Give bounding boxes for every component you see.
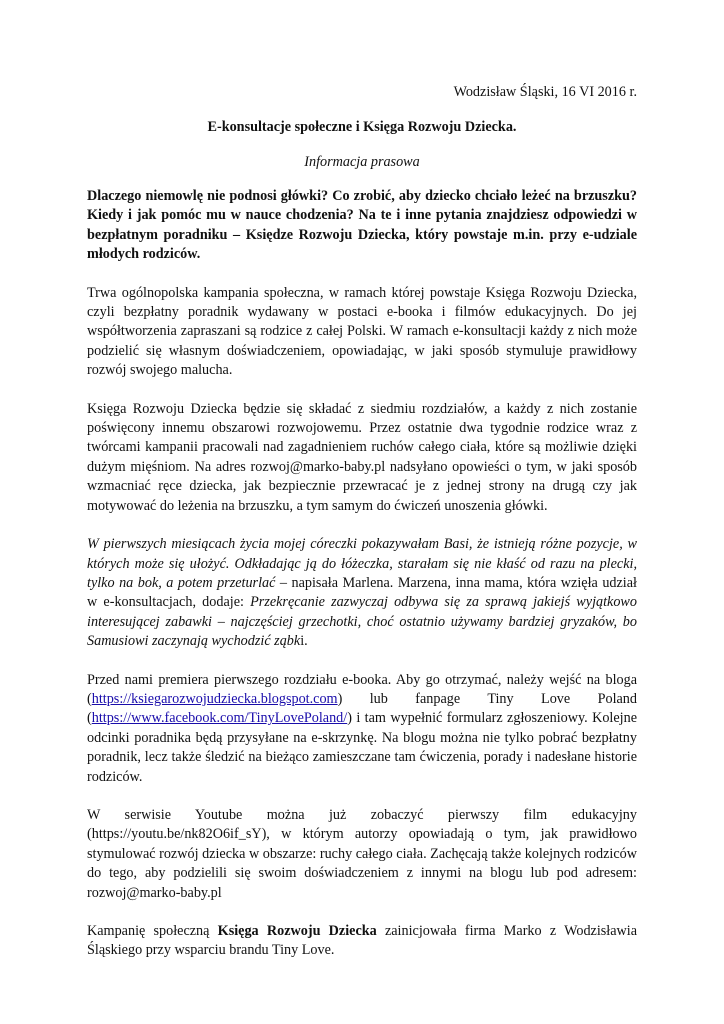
paragraph-quotes xyxy=(87,535,637,651)
quote-marlena: W pierwszych miesiącach życia mojej córeczki pokazywałam Basi, że istnieją różne pozycje, w których może się ułożyć. Odkładając ją do łóżeczka, starałam się nie kłaść od razu na plecki, tylko na bok, a potem przeturlać xyxy=(87,536,637,591)
quote-attribution: – napisała Marlena. Marzena, inna mama, która wzięła udział w e-konsultacjach, dodaje: xyxy=(87,574,637,611)
paragraph-premiere xyxy=(87,671,637,787)
paragraph-initiator xyxy=(87,922,637,961)
paragraph-youtube: W serwisie Youtube można już zobaczyć pierwszy film edukacyjny (https://youtu.be/nk82O6if_sY), w którym autorzy opowiadają o tym, jak prawidłowo stymulować rozwój dziecka w obszarze: ruchy całego ciała. Zachęcają także kolejnych rodziców do tego, aby podzielili się swoim doświadczeniem z innymi na blogu lub pod adresem: rozwoj@marko-baby.pl xyxy=(87,806,637,901)
initiator-text-after: zainicjowała firma Marko z Wodzisławia Śląskiego przy wsparciu brandu Tiny Love. xyxy=(87,923,638,959)
place-date: Wodzisław Śląski, 16 VI 2016 r. xyxy=(453,84,637,100)
paragraph-campaign: Trwa ogólnopolska kampania społeczna, w ramach której powstaje Księga Rozwoju Dziecka, czyli bezpłatny poradnik wydawany w postaci e-booka i filmów edukacyjnych. Do jej współtworzenia zapraszani są rodzice z całej Polski. W ramach e-konsultacji każdy z nich może podzielić się własnym doświadczeniem, opowiadając, w jaki sposób stymuluje prawidłowy rozwój swojego malucha. xyxy=(87,284,637,379)
paragraph-chapters: Księga Rozwoju Dziecka będzie się składać z siedmiu rozdziałów, a każdy z nich zostanie poświęcony innemu obszarowi rozwojowemu. Przez ostatnie dwa tygodnie rodzice wraz z twórcami kampanii pracowali nad zagadnieniem ruchów całego ciała, które są możliwie dzięki dużym mięśniom. Na adres rozwoj@marko-baby.pl nadsyłano opowieści o tym, w jaki sposób wzmacniać ręce dziecka, jak bezpiecznie przewracać je z jednej strony na drugą czy jak motywować do leżenia na brzuszku, a tym samym do ćwiczeń unoszenia główki. xyxy=(87,400,637,514)
premiere-text-before: Przed nami premiera pierwszego rozdziału e-booka. Aby go otrzymać, należy wejść na bloga ( xyxy=(87,671,637,707)
lead-paragraph: Dlaczego niemowlę nie podnosi główki? Co zrobić, aby dziecko chciało leżeć na brzuszku? Kiedy i jak pomóc mu w nauce chodzenia? Na te i inne pytania znajdziesz odpowiedzi w bezpłatnym poradniku – Księdze Rozwoju Dziecka, który powstaje m.in. przy e-udziale młodych rodziców. xyxy=(87,188,637,263)
quote-marzena: Przekręcanie zazwyczaj odbywa się za sprawą jakiejś wyjątkowo interesującej zabawki – najczęściej grzechotki, choć ostatnio używamy bardziej gryzaków, bo Samusiowi zaczynają wychodzić ząbk xyxy=(87,594,637,650)
blog-link[interactable]: https://ksiegarozwojudziecka.blogspot.com xyxy=(91,690,338,707)
premiere-text-after: ) i tam wypełnić formularz zgłoszeniowy. Kolejne odcinki poradnika będą przysyłane na e-skrzynkę. Na blogu można nie tylko pobrać bezpłatny poradnik, lecz także śledzić na bieżąco zamieszczane tam ćwiczenia, porady i nadesłane historie rodziców. xyxy=(87,710,637,785)
premiere-text-mid: ) lub fanpage Tiny Love Poland ( xyxy=(87,690,637,727)
book-name: Księga Rozwoju Dziecka xyxy=(217,923,377,939)
document-subtitle: Informacja prasowa xyxy=(304,154,420,170)
initiator-text-before: Kampanię społeczną xyxy=(87,923,218,939)
facebook-link[interactable]: https://www.facebook.com/TinyLovePoland/ xyxy=(91,710,348,727)
quote-end: i. xyxy=(300,633,308,650)
document-title: E-konsultacje społeczne i Księga Rozwoju Dziecka. xyxy=(207,119,517,135)
